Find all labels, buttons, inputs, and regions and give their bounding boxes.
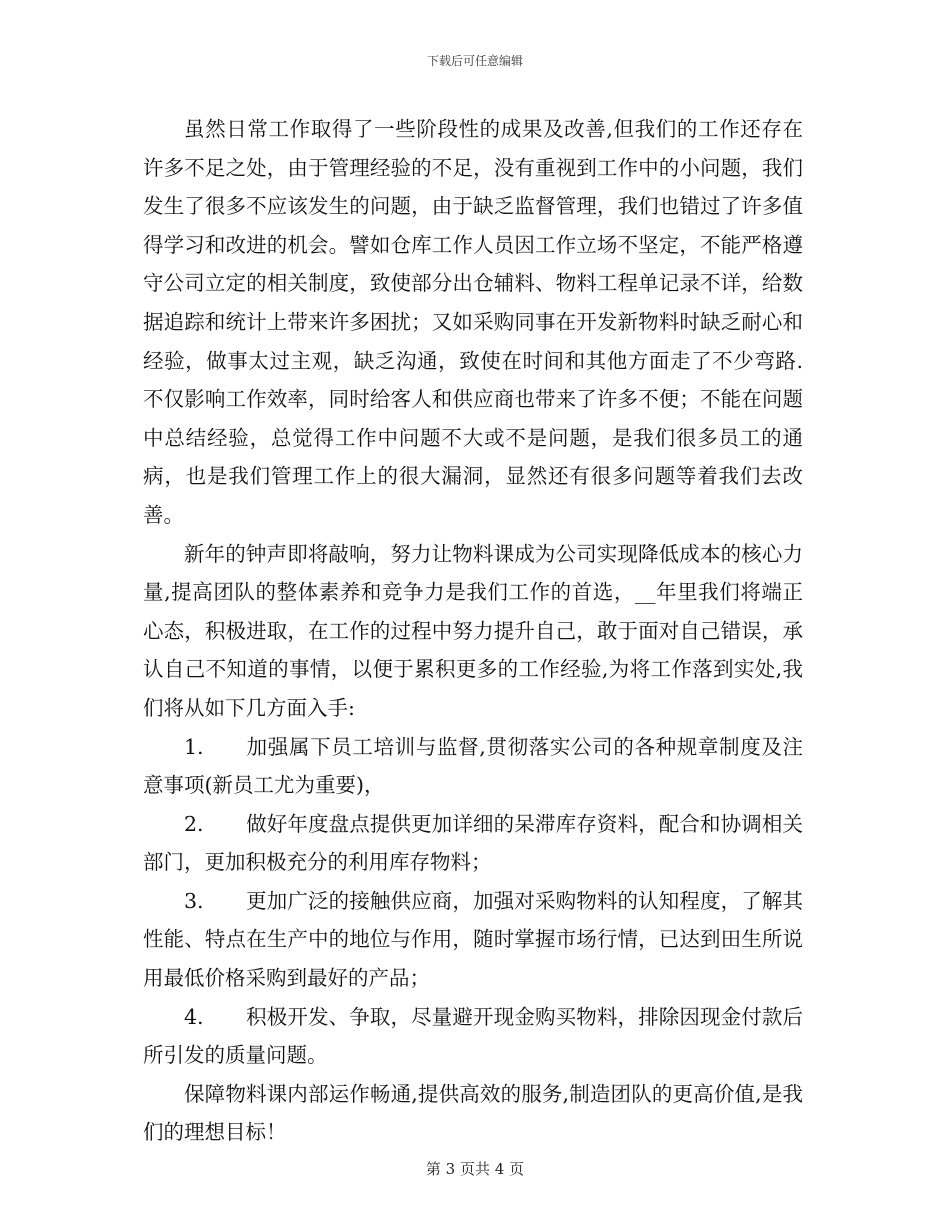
list-item	[143, 998, 803, 1075]
list-number: 4.	[184, 1004, 204, 1029]
list-text: 做好年度盘点提供更加详细的呆滞库存资料，配合和协调相关部门，更加积极充分的利用库存物料；	[143, 811, 803, 875]
list-number: 3.	[184, 888, 204, 913]
paragraph-3: 保障物料课内部运作畅通,提供高效的服务,制造团队的更高价值,是我们的理想目标！	[143, 1081, 803, 1145]
list-text: 积极开发、争取，尽量避开现金购买物料，排除因现金付款后所引发的质量问题。	[143, 1004, 803, 1068]
page-footer: 第 3 页共 4 页	[425, 1160, 525, 1178]
list-item	[143, 805, 803, 882]
page-header: 下载后可任意编辑	[426, 54, 523, 68]
document-body	[143, 110, 803, 1152]
list-text: 加强属下员工培训与监督,贯彻落实公司的各种规章制度及注意事项(新员工尤为重要)，	[143, 734, 803, 798]
paragraph-1: 虽然日常工作取得了一些阶段性的成果及改善,但我们的工作还存在许多不足之处，由于管理经验的不足，没有重视到工作中的小问题，我们发生了很多不应该发生的问题，由于缺乏监督管理，我们也错过了许多值得学习和改进的机会。譬如仓库工作人员因工作立场不坚定，不能严格遵守公司立定的相关制度，致使部分出仓辅料、物料工程单记录不详，给数据追踪和统计上带来许多困扰；又如采购同事在开发新物料时缺乏耐心和经验，做事太过主观，缺乏沟通，致使在时间和其他方面走了不少弯路.不仅影响工作效率，同时给客人和供应商也带来了许多不便；不能在问题中总结经验，总觉得工作中问题不大或不是问题，是我们很多员工的通病，也是我们管理工作上的很大漏洞，显然还有很多问题等着我们去改善。	[143, 117, 803, 527]
list-item	[143, 728, 803, 805]
paragraph-2: 新年的钟声即将敲响，努力让物料课成为公司实现降低成本的核心力量,提高团队的整体素养和竞争力是我们工作的首选，__年里我们将端正心态，积极进取，在工作的过程中努力提升自己，敢于面对自己错误，承认自己不知道的事情，以便于累积更多的工作经验,为将工作落到实处,我们将从如下几方面入手:	[143, 541, 803, 720]
list-number: 2.	[184, 811, 204, 836]
list-number: 1.	[184, 734, 204, 759]
list-item	[143, 882, 803, 998]
list-text: 更加广泛的接触供应商，加强对采购物料的认知程度，了解其性能、特点在生产中的地位与作用，随时掌握市场行情，已达到田生所说用最低价格采购到最好的产品；	[143, 888, 803, 991]
